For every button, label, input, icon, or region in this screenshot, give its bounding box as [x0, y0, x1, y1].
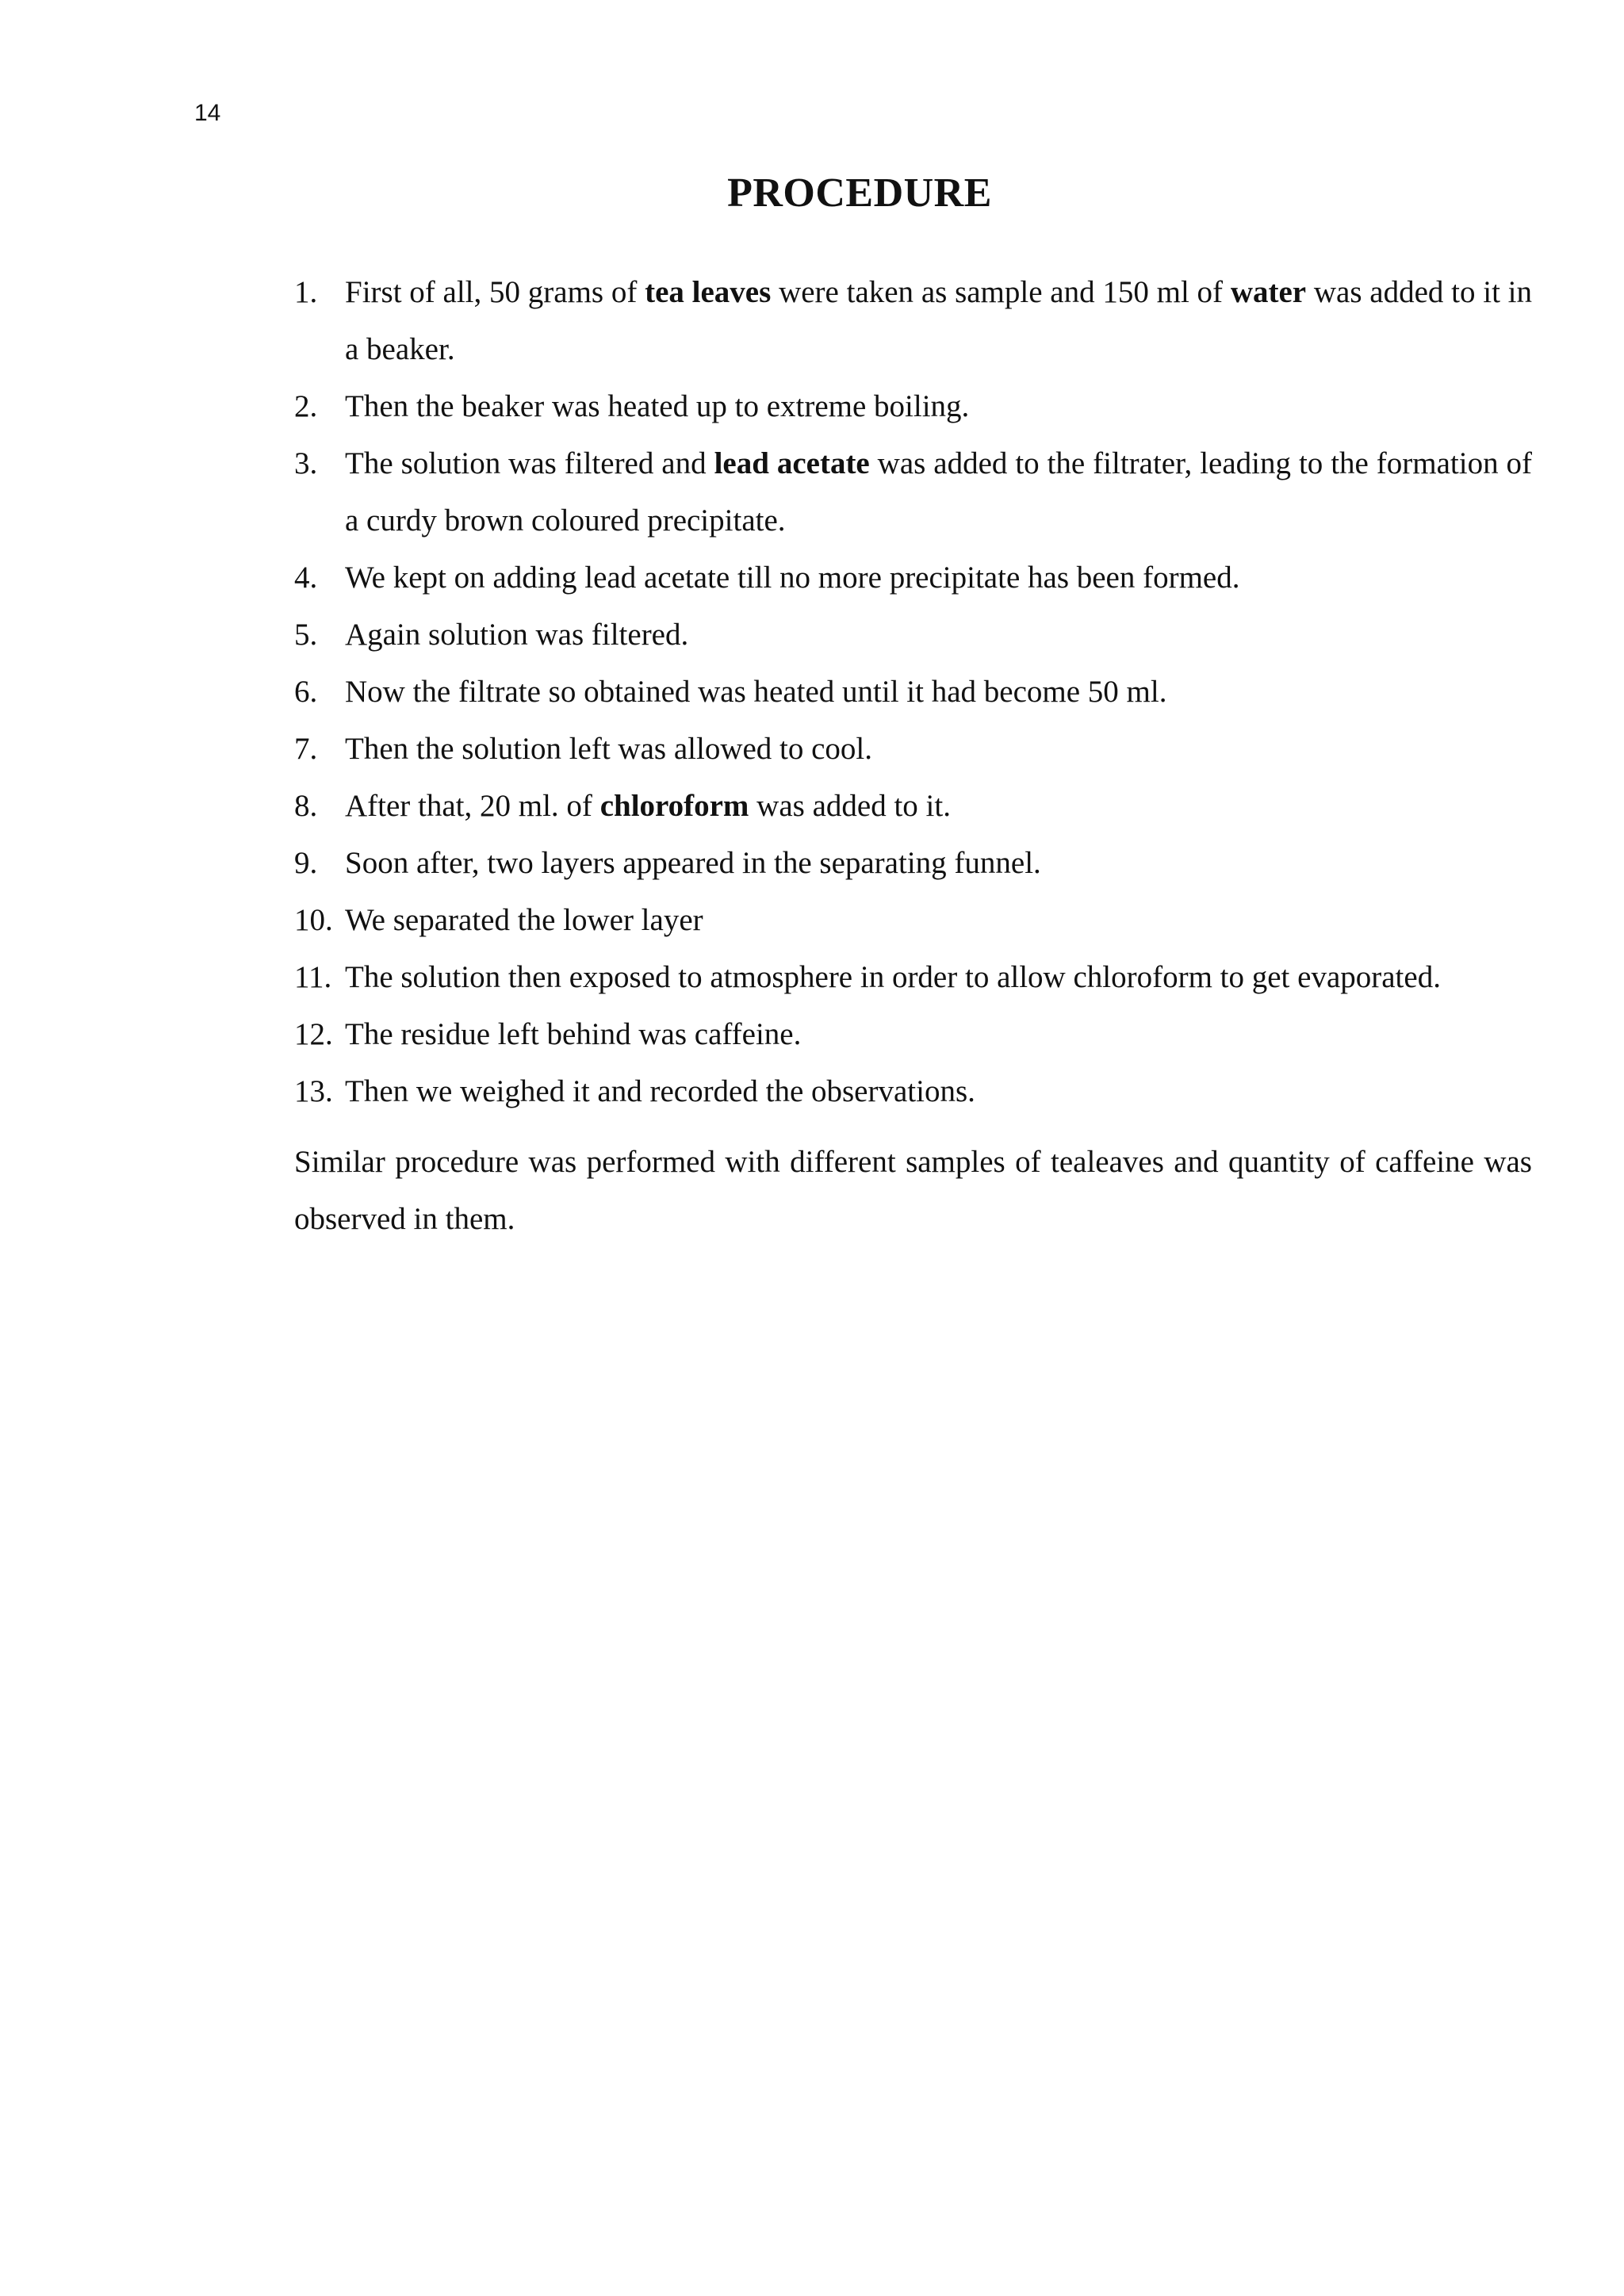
step-number: 1.: [294, 275, 318, 309]
procedure-step-4: [294, 549, 1532, 607]
step-text-bold: tea leaves: [645, 275, 772, 309]
step-text: was added to it.: [749, 789, 951, 823]
step-text: We separated the lower layer: [345, 903, 703, 937]
step-text: Soon after, two layers appeared in the separating funnel.: [345, 846, 1041, 880]
step-number: 5.: [294, 618, 318, 652]
step-text: Then the solution left was allowed to cool.: [345, 732, 873, 766]
step-number: 12.: [294, 1017, 333, 1051]
step-number: 8.: [294, 789, 318, 823]
procedure-step-12: [294, 1006, 1532, 1063]
step-number: 10.: [294, 903, 333, 937]
procedure-step-9: [294, 835, 1532, 892]
step-text: The solution then exposed to atmosphere in order to allow chloroform to get evaporated.: [345, 960, 1441, 994]
step-number: 13.: [294, 1074, 333, 1108]
step-number: 2.: [294, 389, 318, 423]
step-text-bold: water: [1230, 275, 1307, 309]
step-number: 9.: [294, 846, 318, 880]
page-title: PROCEDURE: [727, 170, 992, 216]
page-number: 14: [194, 100, 221, 126]
step-number: 6.: [294, 675, 318, 709]
step-text: was added to the filtrater, leading to the formation of a curdy brown coloured precipitate.: [345, 446, 1533, 538]
step-text: Now the filtrate so obtained was heated until it had become 50 ml.: [345, 675, 1167, 709]
step-text: Then we weighed it and recorded the observations.: [345, 1074, 975, 1108]
step-text: were taken as sample and 150 ml of: [771, 275, 1231, 309]
step-text: After that, 20 ml. of: [345, 789, 600, 823]
step-number: 7.: [294, 732, 318, 766]
step-text: The residue left behind was caffeine.: [345, 1017, 802, 1051]
step-text: Again solution was filtered.: [345, 618, 689, 652]
procedure-step-3: [294, 435, 1532, 549]
step-text: The solution was filtered and: [345, 446, 714, 480]
step-text-bold: chloroform: [599, 789, 749, 823]
step-number: 11.: [294, 960, 332, 994]
procedure-step-11: [294, 949, 1532, 1006]
procedure-step-10: [294, 892, 1532, 949]
step-number: 4.: [294, 561, 318, 595]
procedure-step-7: [294, 721, 1532, 778]
procedure-steps-list: [294, 264, 1532, 1120]
step-text-bold: lead acetate: [714, 446, 870, 480]
step-text: We kept on adding lead acetate till no more precipitate has been formed.: [345, 561, 1240, 595]
step-text: was added to it in a beaker.: [345, 275, 1533, 366]
procedure-step-13: [294, 1063, 1532, 1120]
closing-paragraph: Similar procedure was performed with different samples of tealeaves and quantity of caffeine was observed in them.: [294, 1145, 1532, 1236]
procedure-step-6: [294, 664, 1532, 721]
step-number: 3.: [294, 446, 318, 480]
procedure-step-2: [294, 378, 1532, 435]
step-text: Then the beaker was heated up to extreme boiling.: [345, 389, 970, 423]
procedure-step-1: [294, 264, 1532, 378]
step-text: First of all, 50 grams of: [345, 275, 645, 309]
procedure-step-8: [294, 778, 1532, 835]
procedure-step-5: [294, 607, 1532, 664]
